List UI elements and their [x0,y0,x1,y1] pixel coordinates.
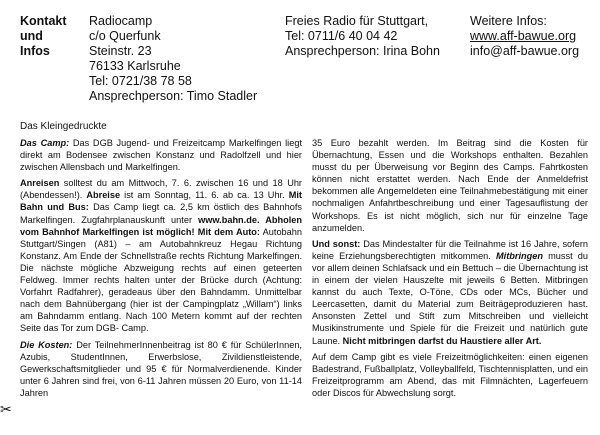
anreisen-label: Anreisen [20,178,60,189]
abreise-label: Abreise [86,190,121,201]
misc-paragraph [312,238,588,347]
freies-line: Freies Radio für Stuttgart, [285,14,429,28]
further-info [470,14,579,59]
further-info-title: Weitere Infos: [470,14,547,28]
haustiere-text: Nicht mitbringen darfst du Haustiere aller Art. [342,335,542,346]
kosten-text: Der TeilnehmerInnenbeitrag ist 80 € für SchülerInnen, Azubis, StudentInnen, Erwerbslose, Zivildienstleistende, Gewerkschaftsmitglieder und 95 € für Normalverdienende. Kinder unter 6 Jahren sind frei, von 6-11 Jahren müssen 20 Euro, von 11-14 Jahren [20,339,302,398]
camp-label: Das Camp: [20,138,70,148]
website-link[interactable]: www.aff-bawue.org [470,29,577,43]
freies-radio-contact [285,14,440,59]
kosten-label: Die Kosten: [20,339,73,350]
bahn-url: www.bahn.de. [198,214,260,225]
abholen-text: Abholen vom Bahnhof Markelfingen ist möglich! [20,214,302,237]
contact-label [20,14,67,59]
arrival-paragraph [20,177,302,334]
freies-line: Tel: 0711/6 40 04 42 [285,29,398,43]
radiocamp-line: Tel: 0721/38 78 58 [89,74,192,88]
auto-text: Autobahn Stuttgart/Singen (A81) – am Autobahnkreuz Hegau Richtung Konstanz. Am Ende der Schnellstraße rechts Richtung Markelfingen. Die nächste mögliche Abzweigung rechts auf einen geteerten Feldweg. Immer rechts halten unter der Brücke durch (Achtung: Vorfahrt Radfahrer), geradeaus über den Bahndamm. Unmittelbar nach dem Bahnübergang (hier ist der Campingplatz „Willam“) links am Bahndamm entlang. Nach 100 Metern kommt auf der rechten Seite das Tor zum DGB- Camp. [20,226,302,334]
bahn-text: Das Camp liegt ca. 2,5 km östlich des Bahnhofs Markelfingen. Zugfahrplanauskunft unter [20,202,302,225]
mitbringen-label: Mitbringen [496,250,543,261]
sonst-text: Das Mindestalter für die Teilnahme ist 16 Jahre, sofern keine Erziehungsberechtigten mitkommen. [312,238,588,261]
radiocamp-line: Ansprechperson: Timo Stadler [89,89,258,103]
payment-paragraph: 35 Euro bezahlt werden. Im Beitrag sind die Kosten für Übernachtung, Essen und die Workshops enthalten. Bezahlen musst du per Überweisung vor Beginn des Camps. Fahrtkosten können nicht erstattet werden. Nach Ende der Anmeldefrist bekommen alle Angemeldeten eine Teilnahmebestätigung mit einer nochmaligen Anfahrtbeschreibung und einer Tagesauflistung der Workshops. Es ist nicht möglich, sich nur für einzelne Tage anzumelden. [312,138,588,233]
anreisen-text: solltest du am Mittwoch, 7. 6. zwischen 16 und 18 Uhr (Abendessen!). [20,178,302,201]
radiocamp-line: c/o Querfunk [89,29,161,43]
scissors-icon: ✂ [0,401,12,417]
abreise-text: ist am Sonntag, 11. 6. ab ca. 13 Uhr. [120,190,289,201]
freies-line: Ansprechperson: Irina Bohn [285,44,440,58]
email-address: info@aff-bawue.org [470,44,580,58]
costs-paragraph [20,339,302,399]
auto-label: Mit dem Auto: [194,226,260,237]
camp-text: Das DGB Jugend- und Freizeitcamp Markelfingen liegt direkt am Bodensee zwischen Konstanz und Radolfzell und hier zwischen Allensbach und Markelfingen. [20,138,302,173]
contact-label-line: und [20,29,43,43]
radiocamp-line: 76133 Karlsruhe [89,59,181,73]
section-title: Das Kleingedruckte [20,121,107,132]
radiocamp-line: Radiocamp [89,14,153,28]
contact-label-line: Kontakt [20,14,67,28]
contact-label-line: Infos [20,44,50,58]
sonst-label: Und sonst: [312,238,361,249]
mitbringen-text: musst du vor allem deinen Schlafsack und ein Bettuch – die Übernachtung ist in einem der vielen Hauszelte mit jeweils 6 Betten. Mitbringen kannst du auch Texte, O-Töne, CDs oder MCs, Bücher und Leercasetten, damit du Material zum Beiträgeproduzieren hast. Ansonsten Zettel und Stift zum Mitschreiben und vielleicht Musikinstrumente und Spiele für die Freizeit und natürlich gute Laune. [312,250,589,346]
radiocamp-address [89,14,257,104]
leisure-paragraph: Auf dem Camp gibt es viele Freizeitmöglichkeiten: einen eigenen Badestrand, Fußballplatz, Volleyballfeld, Tischtennisplatten, und ein Freizeitprogramm am Abend, das mit Filmnächten, Lagerfeuern oder Discos für Abwechslung sorgt. [312,351,588,398]
right-column [312,137,588,403]
camp-paragraph [20,137,302,173]
left-column [20,137,302,403]
bahn-label: Mit Bahn und Bus: [20,190,302,213]
radiocamp-line: Steinstr. 23 [89,44,152,58]
